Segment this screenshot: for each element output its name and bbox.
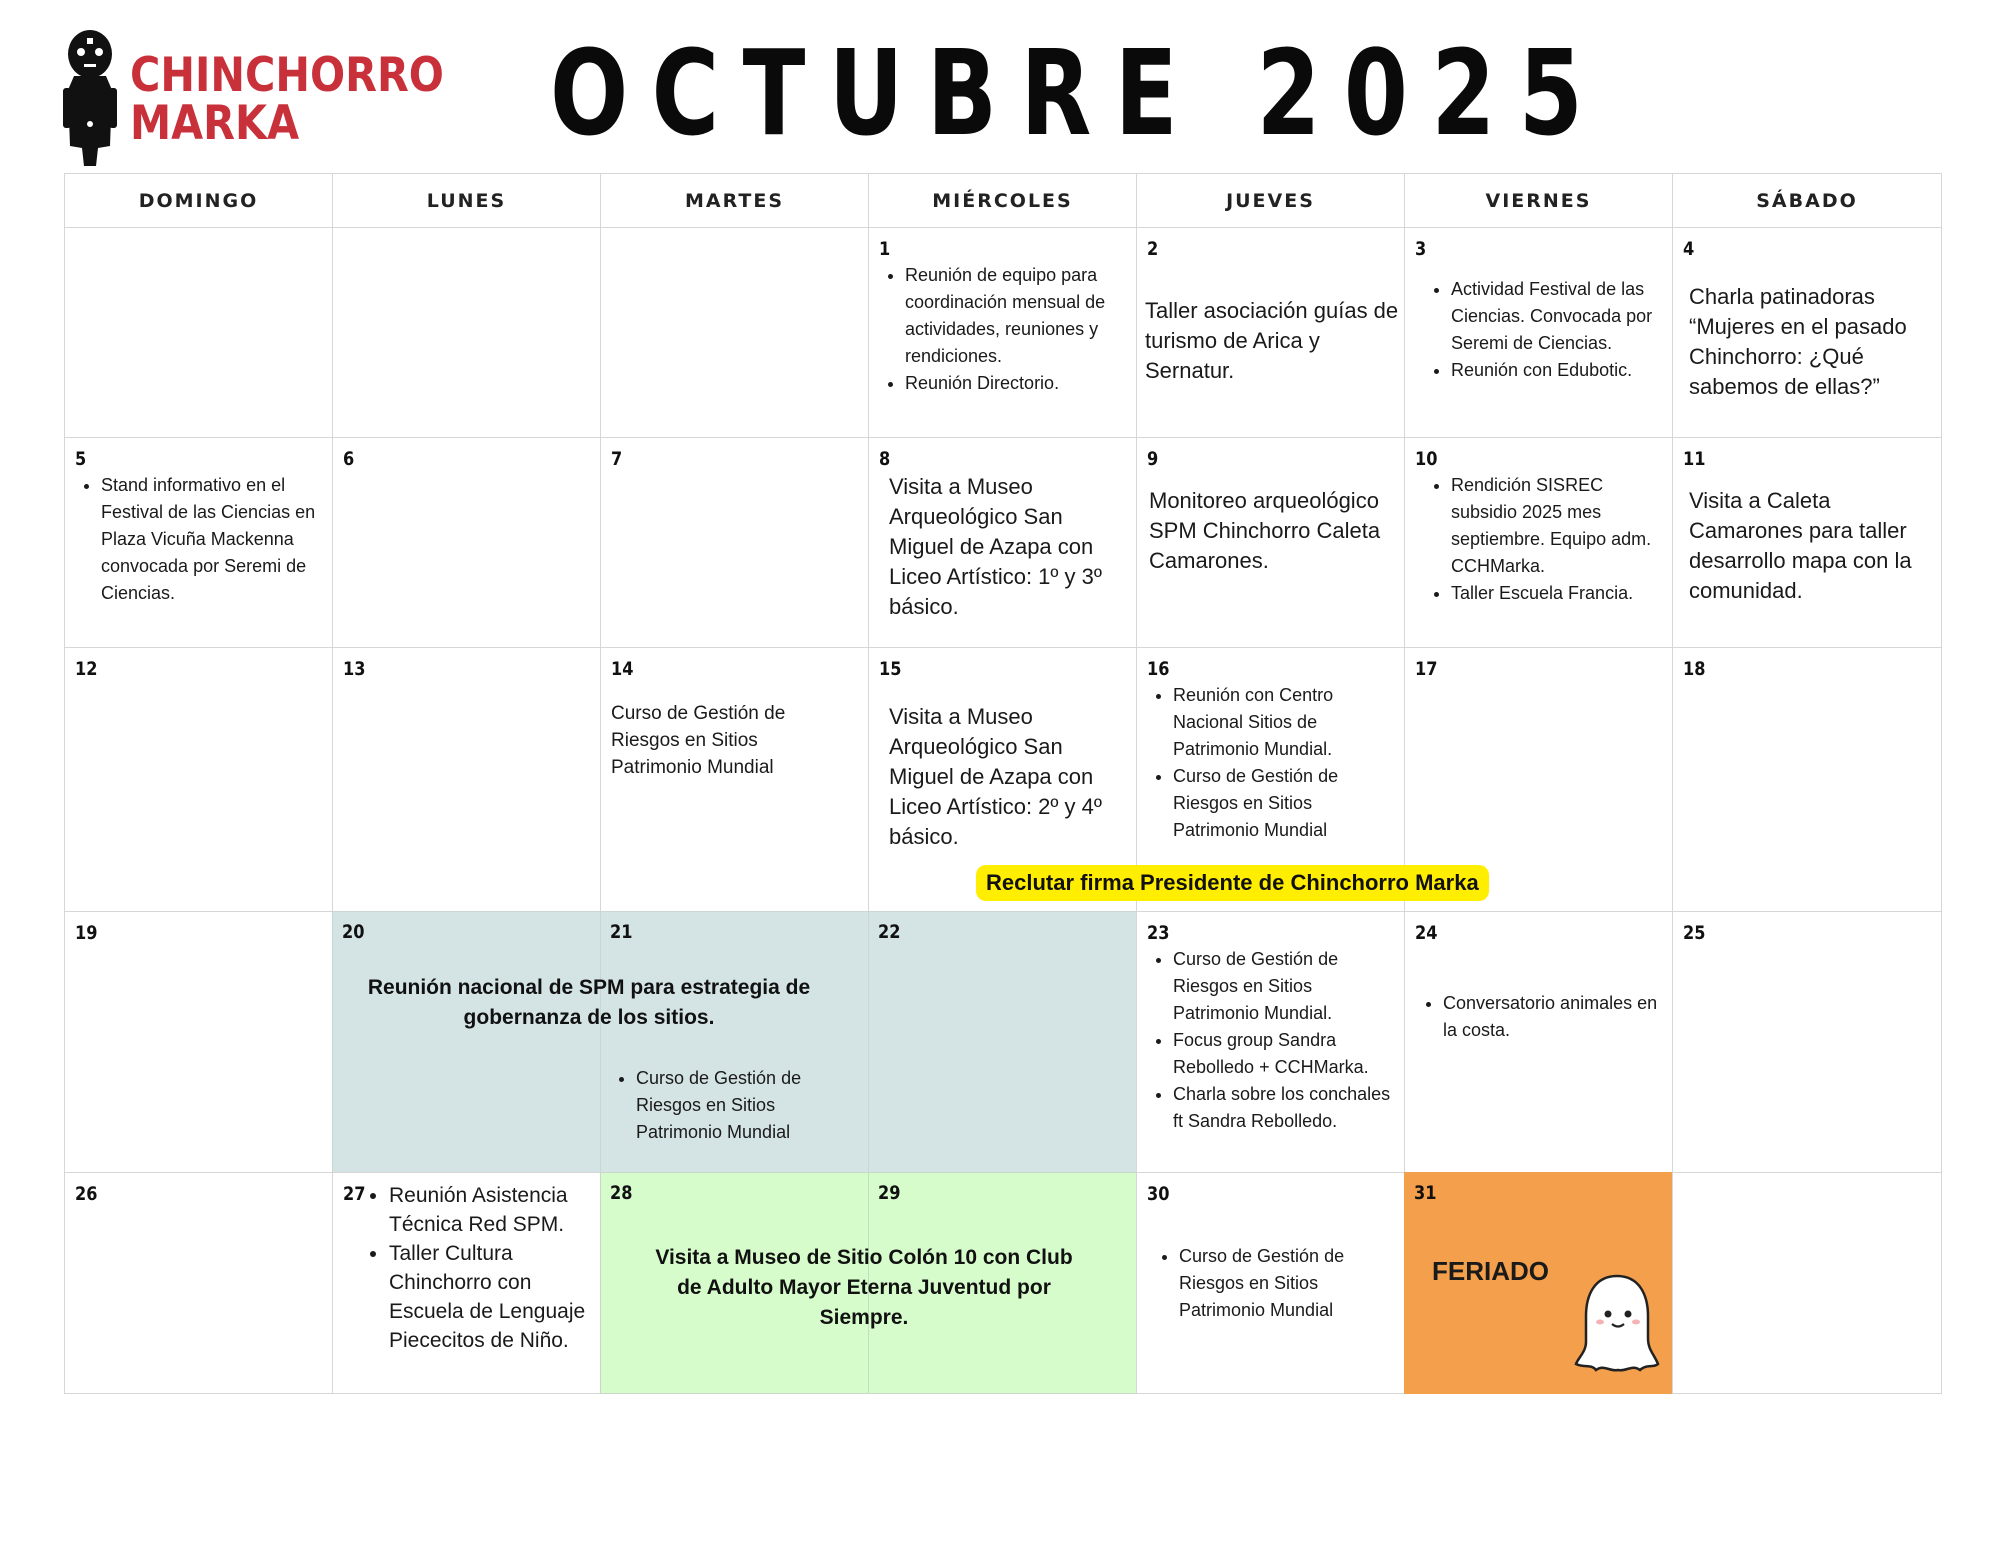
event-item: • Curso de Gestión de Riesgos en Sitios Patrimonio Mundial — [636, 1065, 860, 1146]
day-cell-14 — [600, 647, 869, 912]
logo-line-2: MARKA — [130, 96, 300, 151]
day-number-20: 20 — [342, 921, 365, 943]
logo-text — [130, 48, 444, 151]
spm-meeting-event: Reunión nacional de SPM para estrategia de gobernanza de los sitios. — [367, 976, 811, 1029]
weekday-tuesday: MARTES — [600, 173, 869, 228]
day-number: 1 — [879, 238, 891, 260]
day-number: 19 — [75, 922, 98, 944]
event-item: • Reunión con Edubotic. — [1451, 357, 1670, 384]
day-cell-10 — [1404, 437, 1673, 648]
day-cell-2 — [1136, 227, 1405, 438]
event-list — [363, 1181, 598, 1355]
day-number-29: 29 — [878, 1182, 901, 1204]
ghost-icon — [1572, 1272, 1662, 1376]
day-cell-13 — [332, 647, 601, 912]
day-cell-empty — [64, 227, 333, 438]
logo-line-1: CHINCHORRO — [130, 48, 444, 103]
event-item: • Taller Escuela Francia. — [1451, 580, 1670, 607]
day-cell-12 — [64, 647, 333, 912]
day-cell-1 — [868, 227, 1137, 438]
event-item: • Focus group Sandra Rebolledo + CCHMarka. — [1173, 1027, 1402, 1081]
day-number: 7 — [611, 448, 623, 470]
day-number: 17 — [1415, 658, 1438, 680]
day-number: 23 — [1147, 922, 1170, 944]
event-list — [1425, 276, 1670, 384]
event-list — [1147, 946, 1402, 1135]
cell-divider — [868, 911, 869, 1173]
event-list — [1147, 682, 1397, 844]
day-number: 18 — [1683, 658, 1706, 680]
event-item: • Reunión Asistencia Técnica Red SPM. — [389, 1181, 598, 1239]
day-number: 5 — [75, 448, 87, 470]
weekday-monday: LUNES — [332, 173, 601, 228]
event-list — [1425, 472, 1670, 607]
day-number: 13 — [343, 658, 366, 680]
event-item: • Rendición SISREC subsidio 2025 mes septiembre. Equipo adm. CCHMarka. — [1451, 472, 1670, 580]
museo-colon-event: Visita a Museo de Sitio Colón 10 con Club de Adulto Mayor Eterna Juventud por Siempre. — [655, 1246, 1073, 1329]
event-item: • Taller Cultura Chinchorro con Escuela de Lenguaje Piececitos de Niño. — [389, 1239, 598, 1355]
day-number: 27 — [343, 1183, 366, 1205]
weekday-thursday: JUEVES — [1136, 173, 1405, 228]
recruit-signature-highlight: Reclutar firma Presidente de Chinchorro Marka — [976, 865, 1489, 901]
day-cell-9 — [1136, 437, 1405, 648]
event-list — [75, 472, 330, 607]
event-item: • Reunión de equipo para coordinación mensual de actividades, reuniones y rendiciones. — [905, 262, 1129, 370]
day-number: 6 — [343, 448, 355, 470]
day-number: 11 — [1683, 448, 1706, 470]
event-item: • Curso de Gestión de Riesgos en Sitios Patrimonio Mundial — [1179, 1243, 1398, 1324]
calendar-grid — [64, 173, 1942, 1394]
event-item: • Conversatorio animales en la costa. — [1443, 990, 1667, 1044]
weekday-sunday: DOMINGO — [64, 173, 333, 228]
day-number-28: 28 — [610, 1182, 633, 1204]
day-cell-5 — [64, 437, 333, 648]
event-text: Visita a Museo Arqueológico San Miguel de Azapa con Liceo Artístico: 1º y 3º básico. — [889, 474, 1102, 619]
cell-divider — [600, 911, 601, 1173]
event-text: Taller asociación guías de turismo de Arica y Sernatur. — [1145, 298, 1399, 383]
day-number: 24 — [1415, 922, 1438, 944]
day-number-22: 22 — [878, 921, 901, 943]
event-text: Curso de Gestión de Riesgos en Sitios Patrimonio Mundial — [611, 703, 786, 778]
day-number: 14 — [611, 658, 634, 680]
day-number: 4 — [1683, 238, 1695, 260]
day-number: 15 — [879, 658, 902, 680]
event-text: Visita a Caleta Camarones para taller desarrollo mapa con la comunidad. — [1689, 488, 1912, 603]
chinchorro-figure-icon — [60, 28, 120, 168]
day-cell-6 — [332, 437, 601, 648]
day-cell-18 — [1672, 647, 1942, 912]
event-list — [879, 262, 1129, 397]
day-cell-8 — [868, 437, 1137, 648]
day-number: 9 — [1147, 448, 1159, 470]
day-number: 2 — [1147, 238, 1159, 260]
day-cell-27 — [332, 1172, 601, 1394]
event-list — [610, 1065, 860, 1146]
day-cell-empty — [600, 227, 869, 438]
day-number: 16 — [1147, 658, 1170, 680]
feriado-label: FERIADO — [1432, 1256, 1549, 1286]
day-cell-3 — [1404, 227, 1673, 438]
day-cell-31 — [1404, 1172, 1673, 1394]
day-cell-26 — [64, 1172, 333, 1394]
day-cell-11 — [1672, 437, 1942, 648]
day-cell-19 — [64, 911, 333, 1173]
event-item: • Stand informativo en el Festival de las Ciencias en Plaza Vicuña Mackenna convocada por Seremi de Ciencias. — [101, 472, 330, 607]
day-cell-empty — [332, 227, 601, 438]
day-cell-25 — [1672, 911, 1942, 1173]
day-number-21: 21 — [610, 921, 633, 943]
day-number: 26 — [75, 1183, 98, 1205]
event-item: • Curso de Gestión de Riesgos en Sitios Patrimonio Mundial. — [1173, 946, 1402, 1027]
day-number: 10 — [1415, 448, 1438, 470]
day-cell-30 — [1136, 1172, 1405, 1394]
event-list — [1153, 1243, 1398, 1324]
day-cell-7 — [600, 437, 869, 648]
event-item: • Curso de Gestión de Riesgos en Sitios Patrimonio Mundial — [1173, 763, 1397, 844]
event-text: Charla patinadoras “Mujeres en el pasado Chinchorro: ¿Qué sabemos de ellas?” — [1689, 284, 1907, 399]
day-number: 25 — [1683, 922, 1706, 944]
weekday-saturday: SÁBADO — [1672, 173, 1942, 228]
day-number: 31 — [1414, 1182, 1437, 1204]
day-number: 30 — [1147, 1183, 1170, 1205]
day-cell-empty — [1672, 1172, 1942, 1394]
event-item: • Reunión con Centro Nacional Sitios de Patrimonio Mundial. — [1173, 682, 1397, 763]
weekday-wednesday: MIÉRCOLES — [868, 173, 1137, 228]
day-number: 12 — [75, 658, 98, 680]
event-item: • Charla sobre los conchales ft Sandra Rebolledo. — [1173, 1081, 1402, 1135]
day-number: 3 — [1415, 238, 1427, 260]
event-text: Visita a Museo Arqueológico San Miguel de Azapa con Liceo Artístico: 2º y 4º básico. — [889, 704, 1102, 849]
day-cell-23 — [1136, 911, 1405, 1173]
event-item: • Reunión Directorio. — [905, 370, 1129, 397]
weekday-friday: VIERNES — [1404, 173, 1673, 228]
event-item: • Actividad Festival de las Ciencias. Convocada por Seremi de Ciencias. — [1451, 276, 1670, 357]
day-number: 8 — [879, 448, 891, 470]
chinchorro-marka-logo — [60, 28, 444, 168]
event-text: Monitoreo arqueológico SPM Chinchorro Caleta Camarones. — [1149, 488, 1381, 573]
day-cell-4 — [1672, 227, 1942, 438]
day-cell-24 — [1404, 911, 1673, 1173]
page-title: OCTUBRE 2025 — [550, 24, 1607, 162]
event-list — [1417, 990, 1667, 1044]
